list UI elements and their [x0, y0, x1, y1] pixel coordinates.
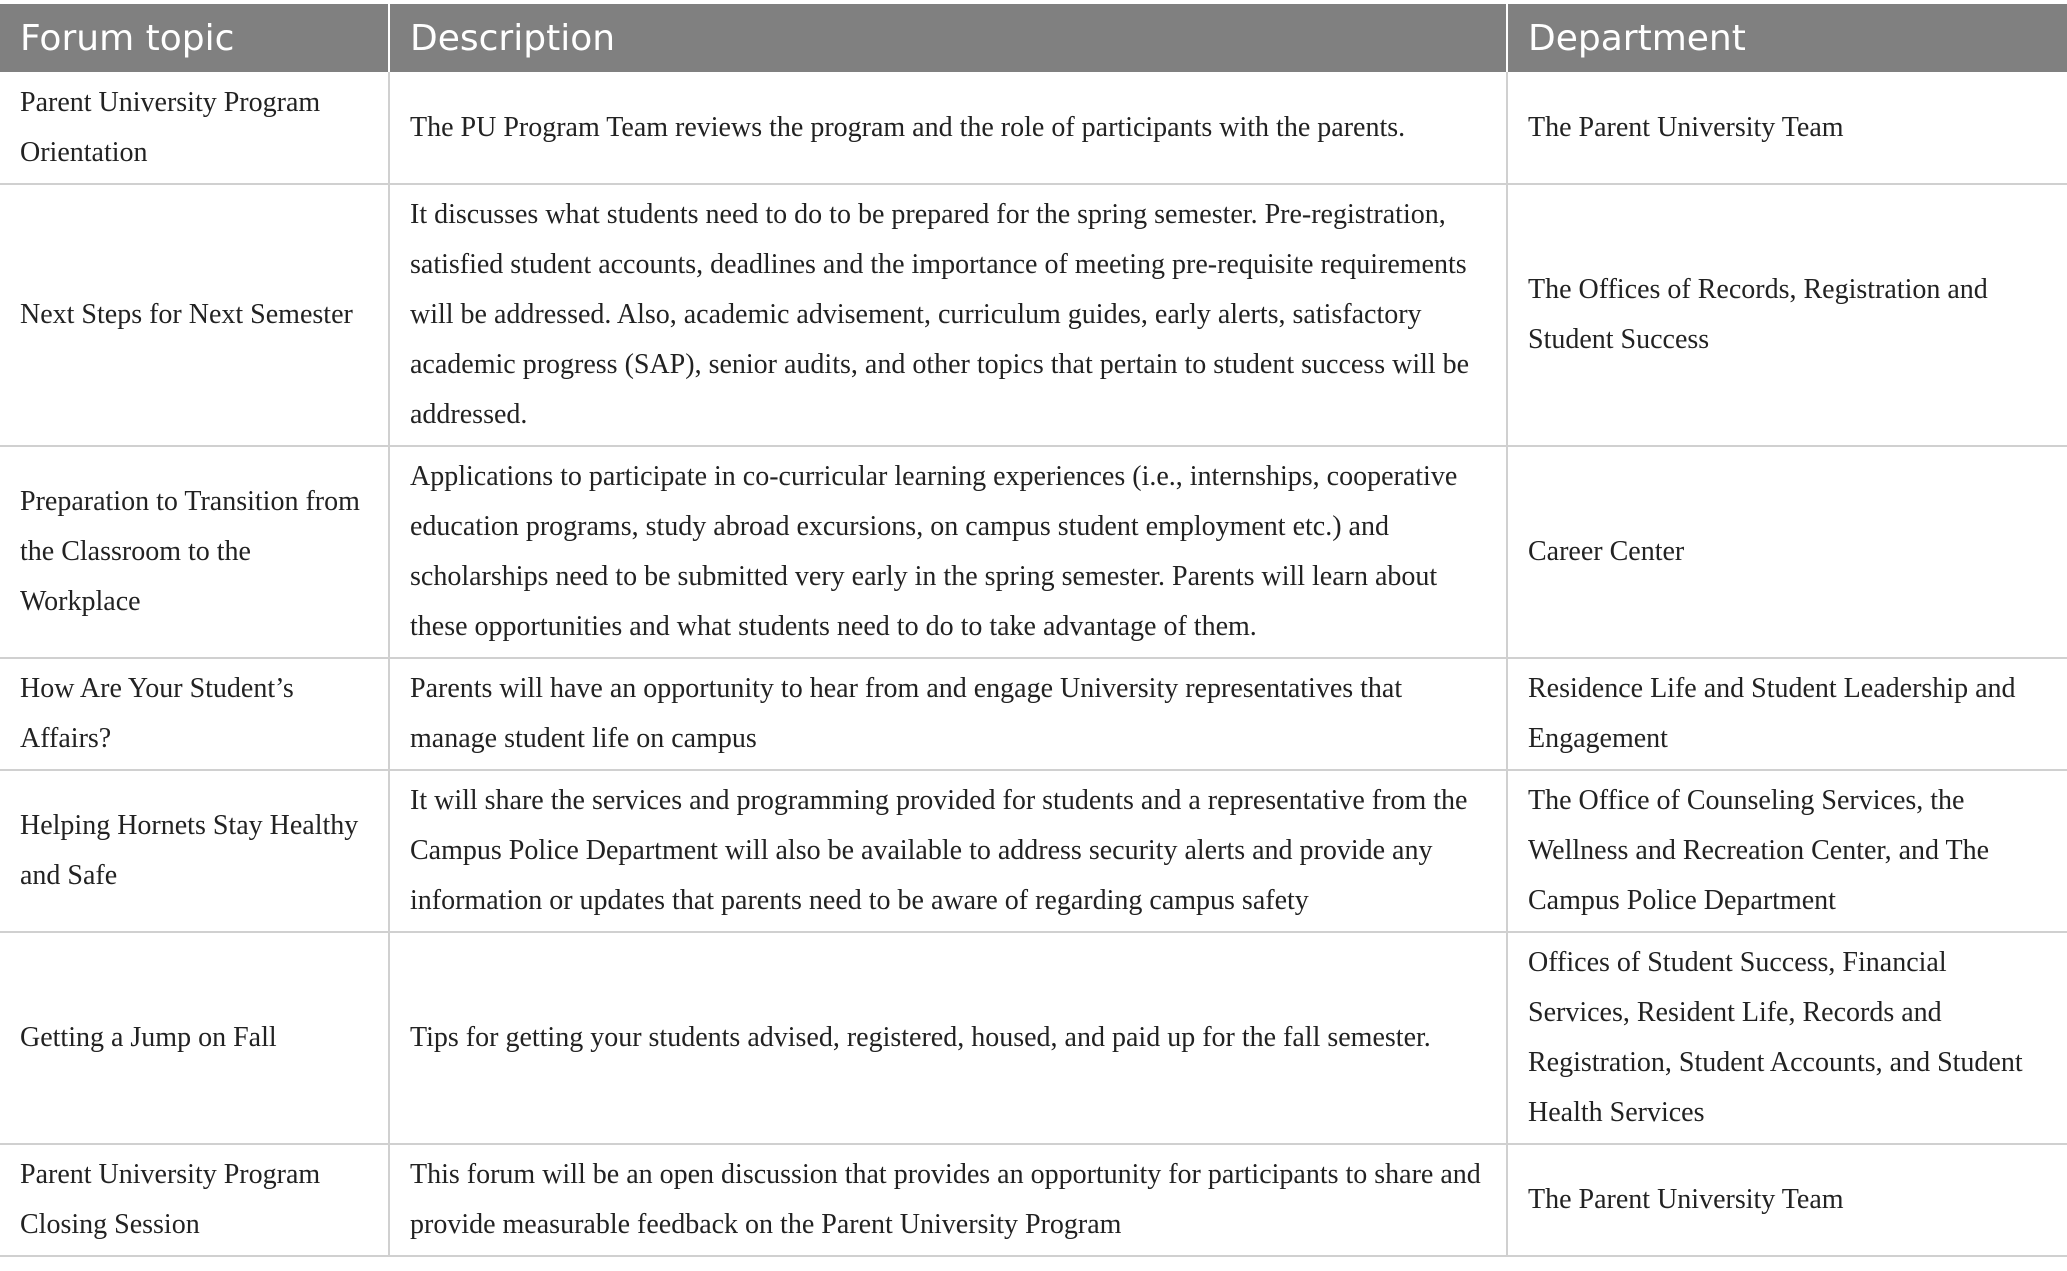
table-row	[0, 446, 2067, 658]
cell-description: The PU Program Team reviews the program and the role of participants with the parents.	[389, 72, 1507, 184]
cell-forum-topic: Parent University Program Closing Session	[0, 1144, 389, 1256]
cell-description: Tips for getting your students advised, registered, housed, and paid up for the fall semester.	[389, 932, 1507, 1144]
table-row	[0, 658, 2067, 770]
table-row	[0, 932, 2067, 1144]
header-description: Description	[389, 4, 1507, 72]
table-body	[0, 72, 2067, 1256]
cell-department: The Office of Counseling Services, the Wellness and Recreation Center, and The Campus Police Department	[1507, 770, 2067, 932]
cell-description: This forum will be an open discussion that provides an opportunity for participants to share and provide measurable feedback on the Parent University Program	[389, 1144, 1507, 1256]
table-row	[0, 770, 2067, 932]
header-department: Department	[1507, 4, 2067, 72]
header-row	[0, 4, 2067, 72]
cell-description: Parents will have an opportunity to hear from and engage University representatives that manage student life on campus	[389, 658, 1507, 770]
cell-department: The Offices of Records, Registration and Student Success	[1507, 184, 2067, 446]
cell-department: Residence Life and Student Leadership and Engagement	[1507, 658, 2067, 770]
cell-forum-topic: Next Steps for Next Semester	[0, 184, 389, 446]
cell-department: Career Center	[1507, 446, 2067, 658]
cell-description: Applications to participate in co-curricular learning experiences (i.e., internships, cooperative education programs, study abroad excursions, on campus student employment etc.) and scholarships need to be submitted very early in the spring semester. Parents will learn about these opportunities and what students need to do to take advantage of them.	[389, 446, 1507, 658]
cell-forum-topic: Helping Hornets Stay Healthy and Safe	[0, 770, 389, 932]
cell-description: It discusses what students need to do to be prepared for the spring semester. Pre-registration, satisfied student accounts, deadlines and the importance of meeting pre-requisite requirements will be addressed. Also, academic advisement, curriculum guides, early alerts, satisfactory academic progress (SAP), senior audits, and other topics that pertain to student success will be addressed.	[389, 184, 1507, 446]
cell-forum-topic: Getting a Jump on Fall	[0, 932, 389, 1144]
cell-department: The Parent University Team	[1507, 1144, 2067, 1256]
cell-forum-topic: Preparation to Transition from the Classroom to the Workplace	[0, 446, 389, 658]
table-header	[0, 4, 2067, 72]
cell-department: Offices of Student Success, Financial Services, Resident Life, Records and Registration, Student Accounts, and Student Health Services	[1507, 932, 2067, 1144]
table-row	[0, 1144, 2067, 1256]
table-row	[0, 184, 2067, 446]
cell-forum-topic: How Are Your Student’s Affairs?	[0, 658, 389, 770]
cell-forum-topic: Parent University Program Orientation	[0, 72, 389, 184]
header-forum-topic: Forum topic	[0, 4, 389, 72]
table-row	[0, 72, 2067, 184]
cell-department: The Parent University Team	[1507, 72, 2067, 184]
cell-description: It will share the services and programming provided for students and a representative from the Campus Police Department will also be available to address security alerts and provide any information or updates that parents need to be aware of regarding campus safety	[389, 770, 1507, 932]
forum-topics-table	[0, 4, 2067, 1257]
